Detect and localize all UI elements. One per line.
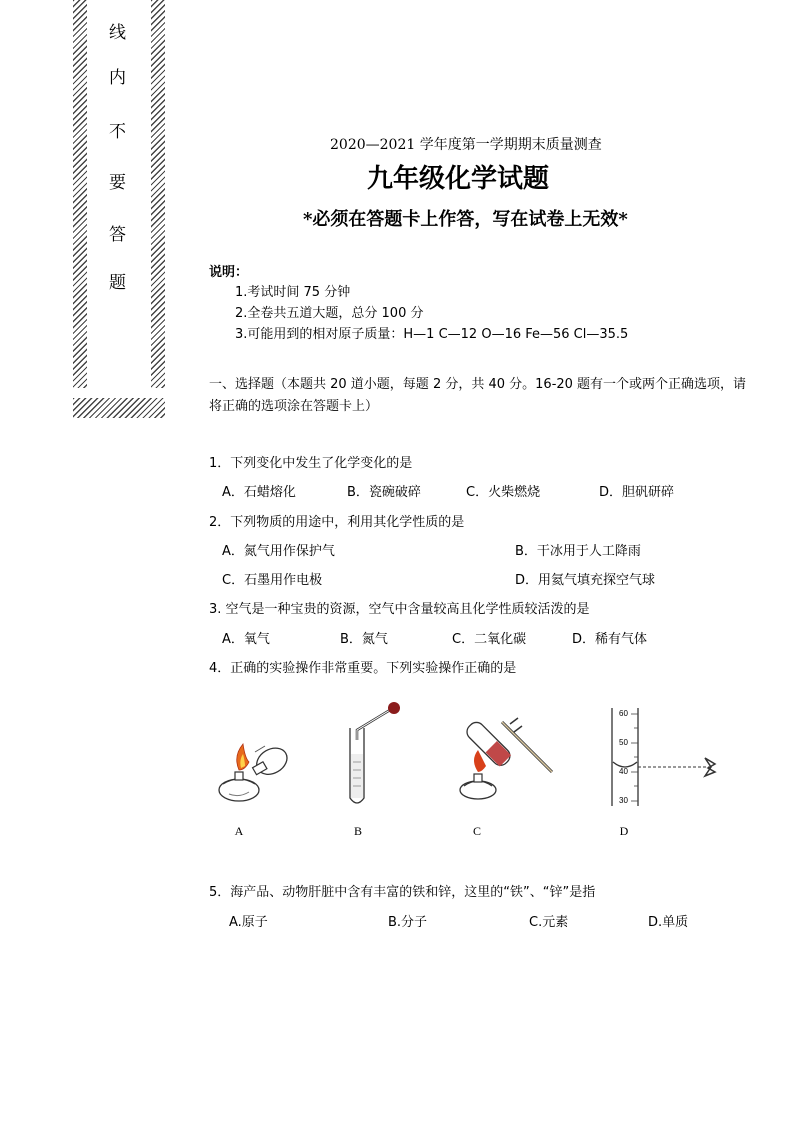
option: B．干冰用于人工降雨 bbox=[515, 544, 641, 559]
cylinder-tick-label: 60 bbox=[619, 709, 628, 718]
margin-char: 线 bbox=[109, 23, 126, 43]
page-title: 九年级化学试题 bbox=[367, 164, 550, 194]
option: A．石蜡熔化 bbox=[222, 485, 296, 500]
figure-label: C bbox=[472, 824, 481, 838]
option: A．氮气用作保护气 bbox=[222, 544, 335, 559]
question-stem: 3. 空气是一种宝贵的资源，空气中含量较高且化学性质较活泼的是 bbox=[209, 602, 590, 617]
option: C．二氧化碳 bbox=[452, 632, 527, 647]
section-heading: 一、选择题（本题共 20 道小题，每题 2 分，共 40 分。16-20 题有一个或两个正确选项，请 bbox=[209, 377, 747, 392]
margin-char: 题 bbox=[109, 273, 126, 293]
margin-char: 要 bbox=[109, 173, 126, 193]
option: D．稀有气体 bbox=[572, 632, 648, 647]
option: B．氮气 bbox=[340, 632, 388, 647]
figure-d-cylinder-reading bbox=[605, 706, 725, 810]
option: D．胆矾研碎 bbox=[599, 485, 675, 500]
section-heading-cont: 将正确的选项涂在答题卡上） bbox=[209, 399, 379, 414]
figure-b-test-tube-dropper bbox=[332, 700, 412, 810]
cylinder-tick-label: 50 bbox=[619, 738, 628, 747]
figure-label: B bbox=[353, 824, 362, 838]
margin-hatch-bottom bbox=[73, 398, 165, 418]
question-stem: 5．海产品、动物肝脏中含有丰富的铁和锌，这里的“铁”、“锌”是指 bbox=[209, 885, 596, 900]
exam-notice: *必须在答题卡上作答，写在试卷上无效* bbox=[303, 209, 628, 230]
option: B．瓷碗破碎 bbox=[347, 485, 421, 500]
option: D．用氦气填充探空气球 bbox=[515, 573, 656, 588]
cylinder-ticks bbox=[631, 714, 638, 801]
option: C．石墨用作电极 bbox=[222, 573, 323, 588]
option: B.分子 bbox=[388, 915, 428, 930]
instruction-item: 1.考试时间 75 分钟 bbox=[235, 285, 351, 300]
margin-hatch-left bbox=[73, 0, 87, 388]
figure-c-heating-test-tube bbox=[452, 706, 562, 806]
instructions-heading: 说明： bbox=[209, 265, 249, 280]
margin-char: 内 bbox=[109, 68, 126, 88]
figure-a-alcohol-lamp-lighting bbox=[215, 722, 295, 812]
cylinder-tick-label: 30 bbox=[619, 796, 628, 805]
question-stem: 4．正确的实验操作非常重要。下列实验操作正确的是 bbox=[209, 661, 517, 676]
option: C．火柴燃烧 bbox=[466, 485, 541, 500]
margin-char: 答 bbox=[109, 225, 126, 245]
cylinder-tick-label: 40 bbox=[619, 767, 628, 776]
option: C.元素 bbox=[529, 915, 569, 930]
question-stem: 2．下列物质的用途中，利用其化学性质的是 bbox=[209, 515, 465, 530]
exam-year: 2020—2021 学年度第一学期期末质量测查 bbox=[330, 137, 602, 153]
margin-char: 不 bbox=[109, 122, 126, 142]
margin-hatch-right bbox=[151, 0, 165, 388]
option: A．氧气 bbox=[222, 632, 270, 647]
instruction-item: 3.可能用到的相对原子质量：H—1 C—12 O—16 Fe—56 Cl—35.5 bbox=[235, 327, 629, 342]
question-stem: 1．下列变化中发生了化学变化的是 bbox=[209, 456, 413, 471]
instruction-item: 2.全卷共五道大题，总分 100 分 bbox=[235, 306, 424, 321]
option: D.单质 bbox=[648, 915, 689, 930]
figure-label: D bbox=[619, 824, 629, 838]
figure-label: A bbox=[234, 824, 244, 838]
option: A.原子 bbox=[229, 915, 268, 930]
